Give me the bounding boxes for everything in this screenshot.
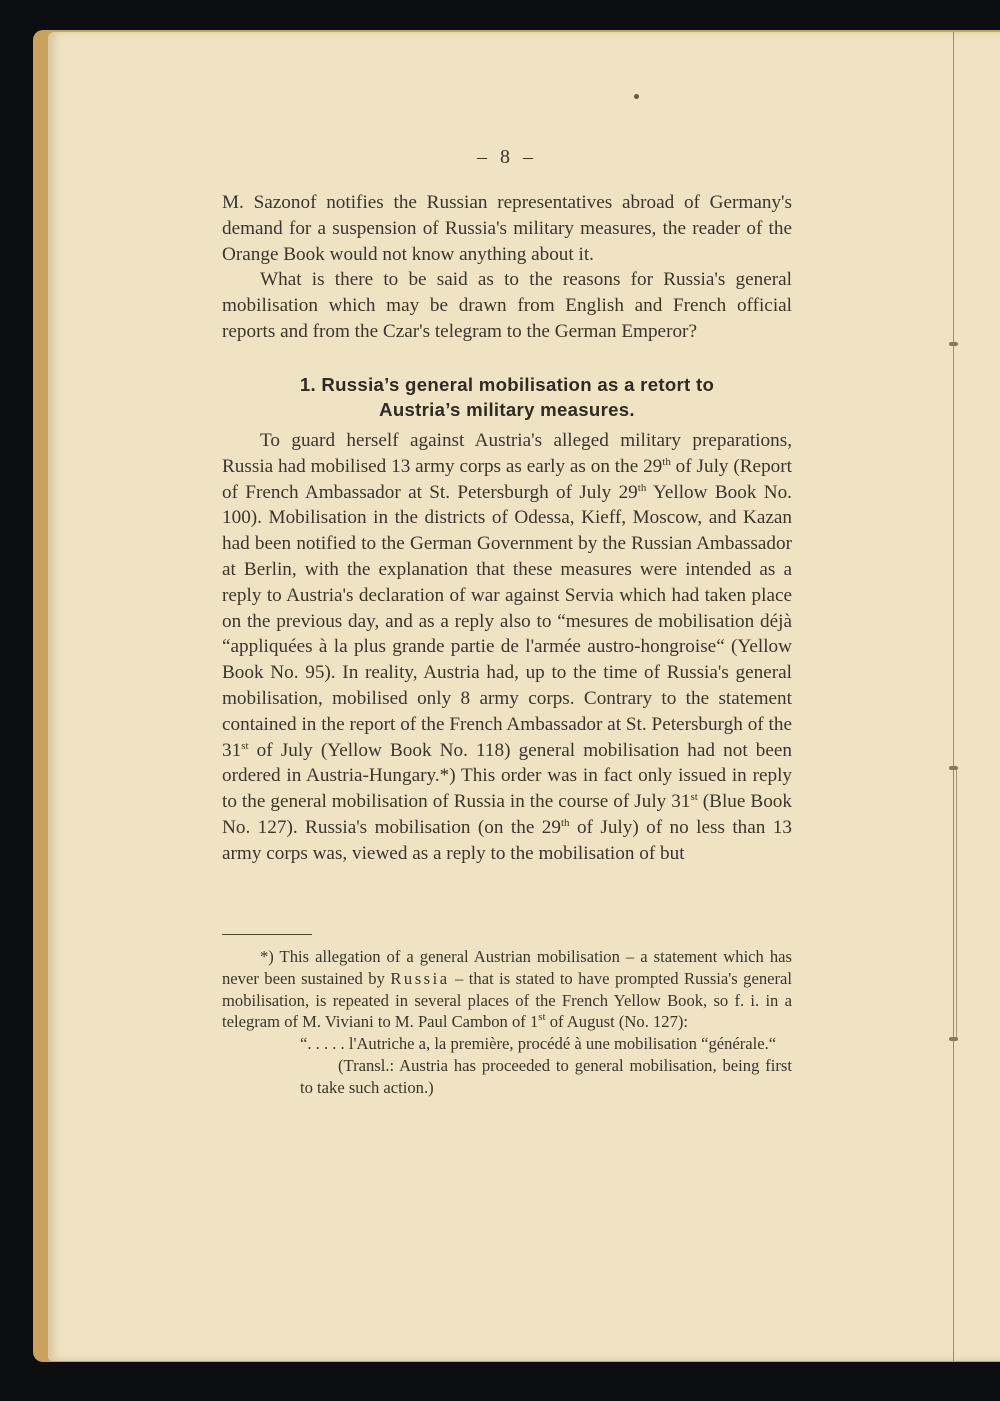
text-run: Yellow Book No. 100). Mobilisation in the districts of Odessa, Kieff, Moscow, and Kazan had been notified to the German Government by the Russian Ambassador at Berlin, with the explanation that these measures were intended as a reply to Austria's declaration of war against Servia which had taken place on the previous day, and as a reply also to “mesures de mobilisation déjà “appliquées à la plus grande partie de l'armée austro-hongroise“ (Yellow Book No. 95). In reality, Austria had, up to the time of Russia's general mobilisation, mobilised only 8 army corps. Contrary to the statement contained in the report of the French Ambassador at St. Petersburgh of the 31 <box>222 481 792 761</box>
question-paragraph: What is there to be said as to the reasons for Russia's general mobilisation which may be drawn from English and French official reports and from the Czar's telegram to the German Emperor? <box>222 269 792 342</box>
text-run: of July (Yellow Book No. 118) general mobilisation had not been ordered in Austria-Hungary.*) This order was in fact only issued in reply to the general mobilisation of Russia in the course of July 31 <box>222 739 792 813</box>
footnote-paragraph <box>222 946 792 1033</box>
superscript: th <box>662 455 671 468</box>
superscript: st <box>538 1011 546 1024</box>
text-run: of August (No. 127): <box>545 1012 689 1032</box>
section-heading-line-1: 1. Russia’s general mobilisation as a retort to <box>299 374 715 395</box>
body-text <box>222 190 792 345</box>
page-number: – 8 – <box>477 146 537 168</box>
section-heading <box>222 372 792 422</box>
text-run: (Blue Book No. 127). Russia's mobilisation (on the 29 <box>222 791 792 838</box>
superscript: st <box>690 791 698 804</box>
page-fold-line <box>953 32 954 1361</box>
text-run: – that is stated to have prompted Russia's general mobilisation, is repeated in several places of the French Yellow Book, so f. i. in a telegram of M. Viviani to M. Paul Cambon of 1 <box>222 968 792 1032</box>
footnote <box>222 946 792 1099</box>
text-run: *) This allegation of a general Austrian mobilisation – a statement which has never been sustained by <box>222 947 792 988</box>
binding-mark <box>949 342 958 346</box>
superscript: th <box>560 816 570 829</box>
section-paragraph <box>222 428 792 867</box>
text-run: To guard herself against Austria's alleged military preparations, Russia had mobilised 13 army corps as early as on the 29 <box>222 430 792 477</box>
text-run: of July) of no less than 13 army corps was, viewed as a reply to the mobilisation of but <box>222 816 792 864</box>
footnote-translation: (Transl.: Austria has proceeded to general mobilisation, being first to take such action.) <box>300 1055 792 1097</box>
footnote-divider <box>222 934 312 935</box>
binding-mark <box>949 766 958 770</box>
page-fold-line-inner <box>956 770 957 1040</box>
binding-mark <box>949 1037 958 1041</box>
intro-paragraph: M. Sazonof notifies the Russian representatives abroad of Germany's demand for a suspension of Russia's military measures, the reader of the Orange Book would not know anything about it. <box>222 192 792 265</box>
footnote-quote: “. . . . . l'Autriche a, la première, procédé à une mobilisation “générale.“ <box>300 1034 777 1054</box>
emphasized-word: Russia <box>390 968 450 988</box>
text-run: of July (Report of French Ambassador at St. Petersburgh of July 29 <box>222 455 792 503</box>
paper-speck <box>634 94 639 99</box>
superscript: st <box>241 739 249 752</box>
section-body <box>222 428 792 867</box>
superscript: th <box>637 481 647 494</box>
section-heading-line-2: Austria’s military measures. <box>379 399 635 420</box>
